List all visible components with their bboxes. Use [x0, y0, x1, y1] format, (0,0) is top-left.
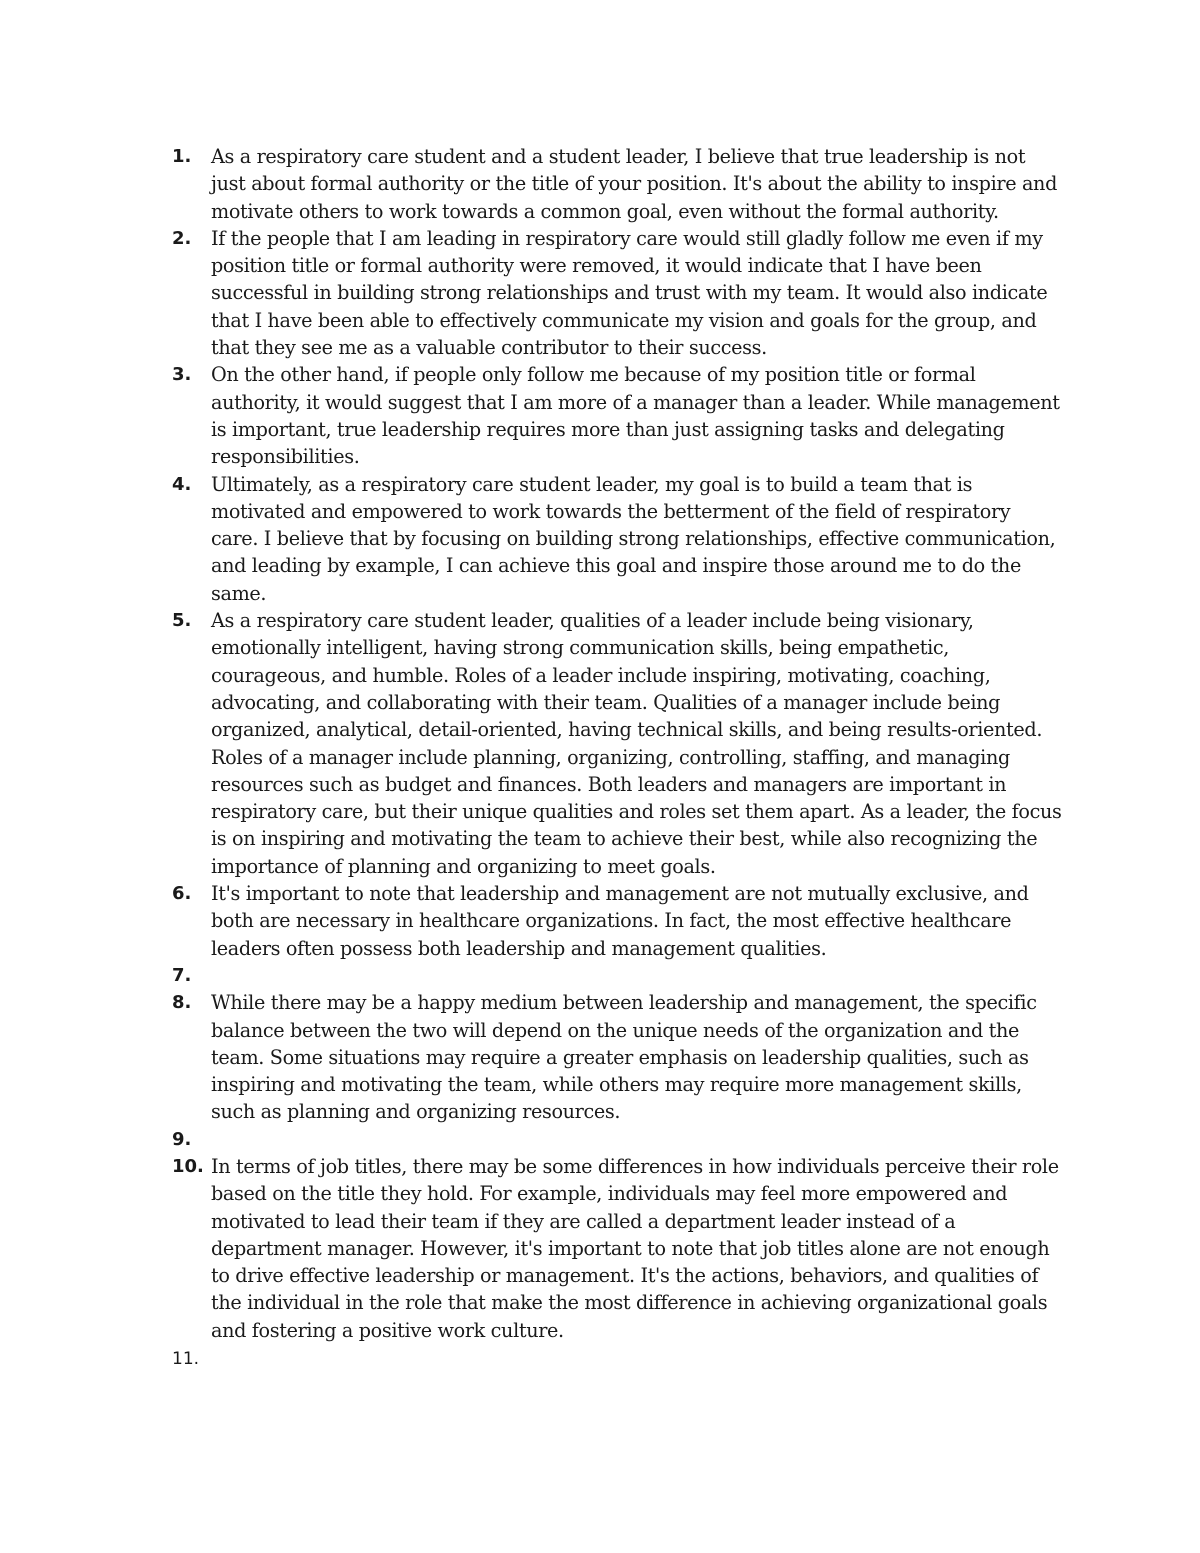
- list-item-number: 4.: [172, 473, 192, 495]
- list-item-text: While there may be a happy medium between leadership and management, the specific balance between the two will depend on the unique needs of the organization and the team. Some situations may require a greater emphasis on leadership qualities, such as inspiring and motivating the team, while others may require more management skills, such as planning and organizing resources.: [211, 991, 1037, 1124]
- list-item-empty: [172, 962, 1062, 989]
- list-item-text: As a respiratory care student leader, qualities of a leader include being visionary, emotionally intelligent, having strong communication skills, being empathetic, courageous, and humble. Roles of a leader include inspiring, motivating, coaching, advocating, and collaborating with their team. Qualities of a manager include being organized, analytical, detail-oriented, having technical skills, and being results-oriented. Roles of a manager include planning, organizing, controlling, staffing, and managing resources such as budget and finances. Both leaders and managers are important in respiratory care, but their unique qualities and roles set them apart. As a leader, the focus is on inspiring and motivating the team to achieve their best, while also recognizing the importance of planning and organizing to meet goals.: [211, 609, 1062, 878]
- numbered-list: [172, 143, 1062, 1344]
- list-item-number: 6.: [172, 883, 192, 905]
- list-item-number: 2.: [172, 227, 192, 249]
- list-item: [172, 989, 1062, 1125]
- list-item-text: Ultimately, as a respiratory care student leader, my goal is to build a team that is motivated and empowered to work towards the betterment of the field of respiratory care. I believe that by focusing on building strong relationships, effective communication, and leading by example, I can achieve this goal and inspire those around me to do the same.: [211, 472, 1056, 605]
- list-item-text: [211, 962, 1062, 989]
- list-item-text: [211, 1126, 1062, 1153]
- list-item-number: 5.: [172, 610, 192, 632]
- list-item-number: 8.: [172, 992, 192, 1014]
- list-item-empty: [172, 1126, 1062, 1153]
- list-item: [172, 471, 1062, 607]
- list-item: [172, 361, 1062, 470]
- list-item: [172, 880, 1062, 962]
- list-item-text: If the people that I am leading in respiratory care would still gladly follow me even if my position title or formal authority were removed, it would indicate that I have been successful in building strong relationships and trust with my team. It would also indicate that I have been able to effectively communicate my vision and goals for the group, and that they see me as a valuable contributor to their success.: [211, 226, 1048, 360]
- list-item-number: 10.: [172, 1155, 204, 1177]
- list-item-number: 7.: [172, 964, 192, 986]
- list-item-number: 3.: [172, 364, 192, 386]
- trailing-list-number: 11.: [172, 1349, 200, 1369]
- list-item-number: 9.: [172, 1128, 192, 1150]
- list-item-number: 1.: [172, 146, 192, 167]
- list-item: [172, 225, 1062, 361]
- list-item-text: As a respiratory care student and a student leader, I believe that true leadership is not just about formal authority or the title of your position. It's about the ability to inspire and motivate others to work towards a common goal, even without the formal authority.: [211, 145, 1057, 223]
- list-item: [172, 1153, 1062, 1344]
- list-item: [172, 607, 1062, 880]
- list-item-text: It's important to note that leadership and management are not mutually exclusive, and both are necessary in healthcare organizations. In fact, the most effective healthcare leaders often possess both leadership and management qualities.: [211, 882, 1029, 960]
- list-item-text: On the other hand, if people only follow me because of my position title or formal authority, it would suggest that I am more of a manager than a leader. While management is important, true leadership requires more than just assigning tasks and delegating responsibilities.: [211, 363, 1060, 469]
- list-item-text: In terms of job titles, there may be some differences in how individuals perceive their role based on the title they hold. For example, individuals may feel more empowered and motivated to lead their team if they are called a department leader instead of a department manager. However, it's important to note that job titles alone are not enough to drive effective leadership or management. It's the actions, behaviors, and qualities of the individual in the role that make the most difference in achieving organizational goals and fostering a positive work culture.: [211, 1154, 1059, 1342]
- list-item: [172, 143, 1062, 225]
